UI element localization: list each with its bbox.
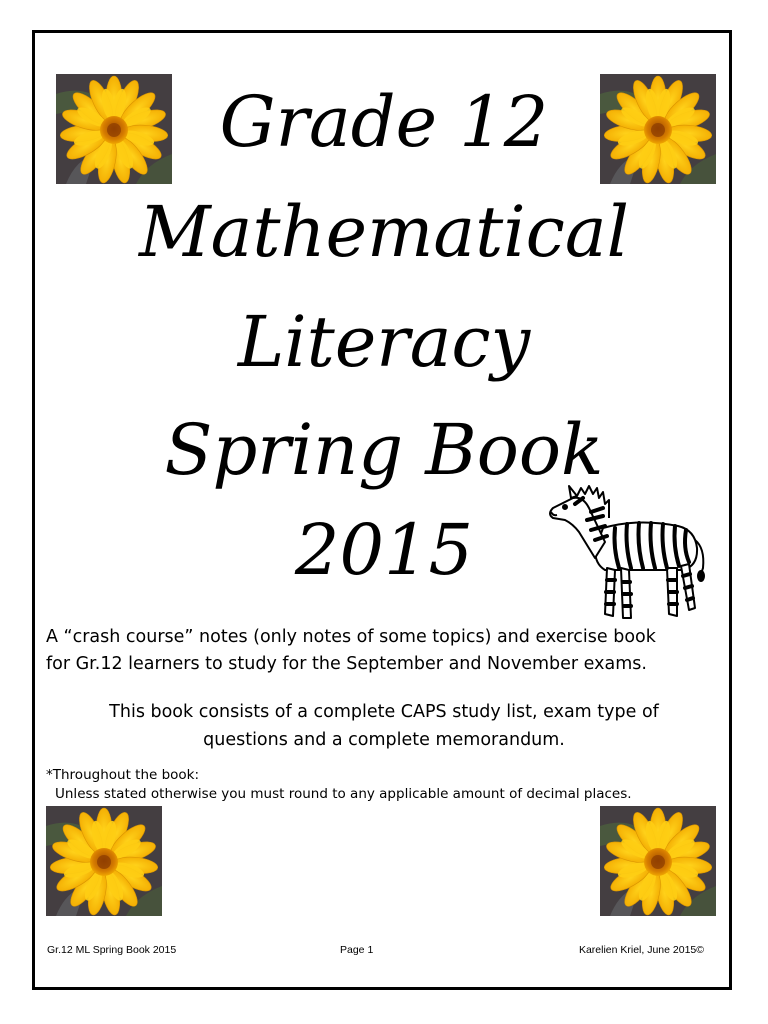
yellow-flower-icon [46,806,162,916]
footer-author: Karelien Kriel, June 2015© [578,944,704,956]
zebra-icon [543,478,713,628]
flower-image-bottom-left [46,806,162,916]
title-line-2: Mathematical [139,191,629,273]
intro-paragraph [46,624,726,678]
note-body: Unless stated otherwise you must round to any applicable amount of decimal places. [55,786,632,802]
footer-page-number: Page 1 [340,944,374,956]
title-line-1: Grade 12 [219,81,549,163]
contents-line-2: questions and a complete memorandum. [203,730,565,750]
footer-left: Gr.12 ML Spring Book 2015 [47,944,177,956]
title-line-5: 2015 [294,509,474,591]
intro-line-1: A “crash course” notes (only notes of some topics) and exercise book [46,627,656,647]
contents-paragraph [40,698,728,754]
note-heading: *Throughout the book: [46,767,200,783]
title-line-3: Literacy [237,301,531,383]
contents-line-1: This book consists of a complete CAPS study list, exam type of [109,702,659,722]
zebra-image [543,478,713,628]
yellow-flower-icon [600,806,716,916]
title-line-4: Spring Book [164,409,604,491]
intro-line-2: for Gr.12 learners to study for the September and November exams. [46,654,647,674]
rounding-note [46,766,726,804]
flower-image-bottom-right [600,806,716,916]
